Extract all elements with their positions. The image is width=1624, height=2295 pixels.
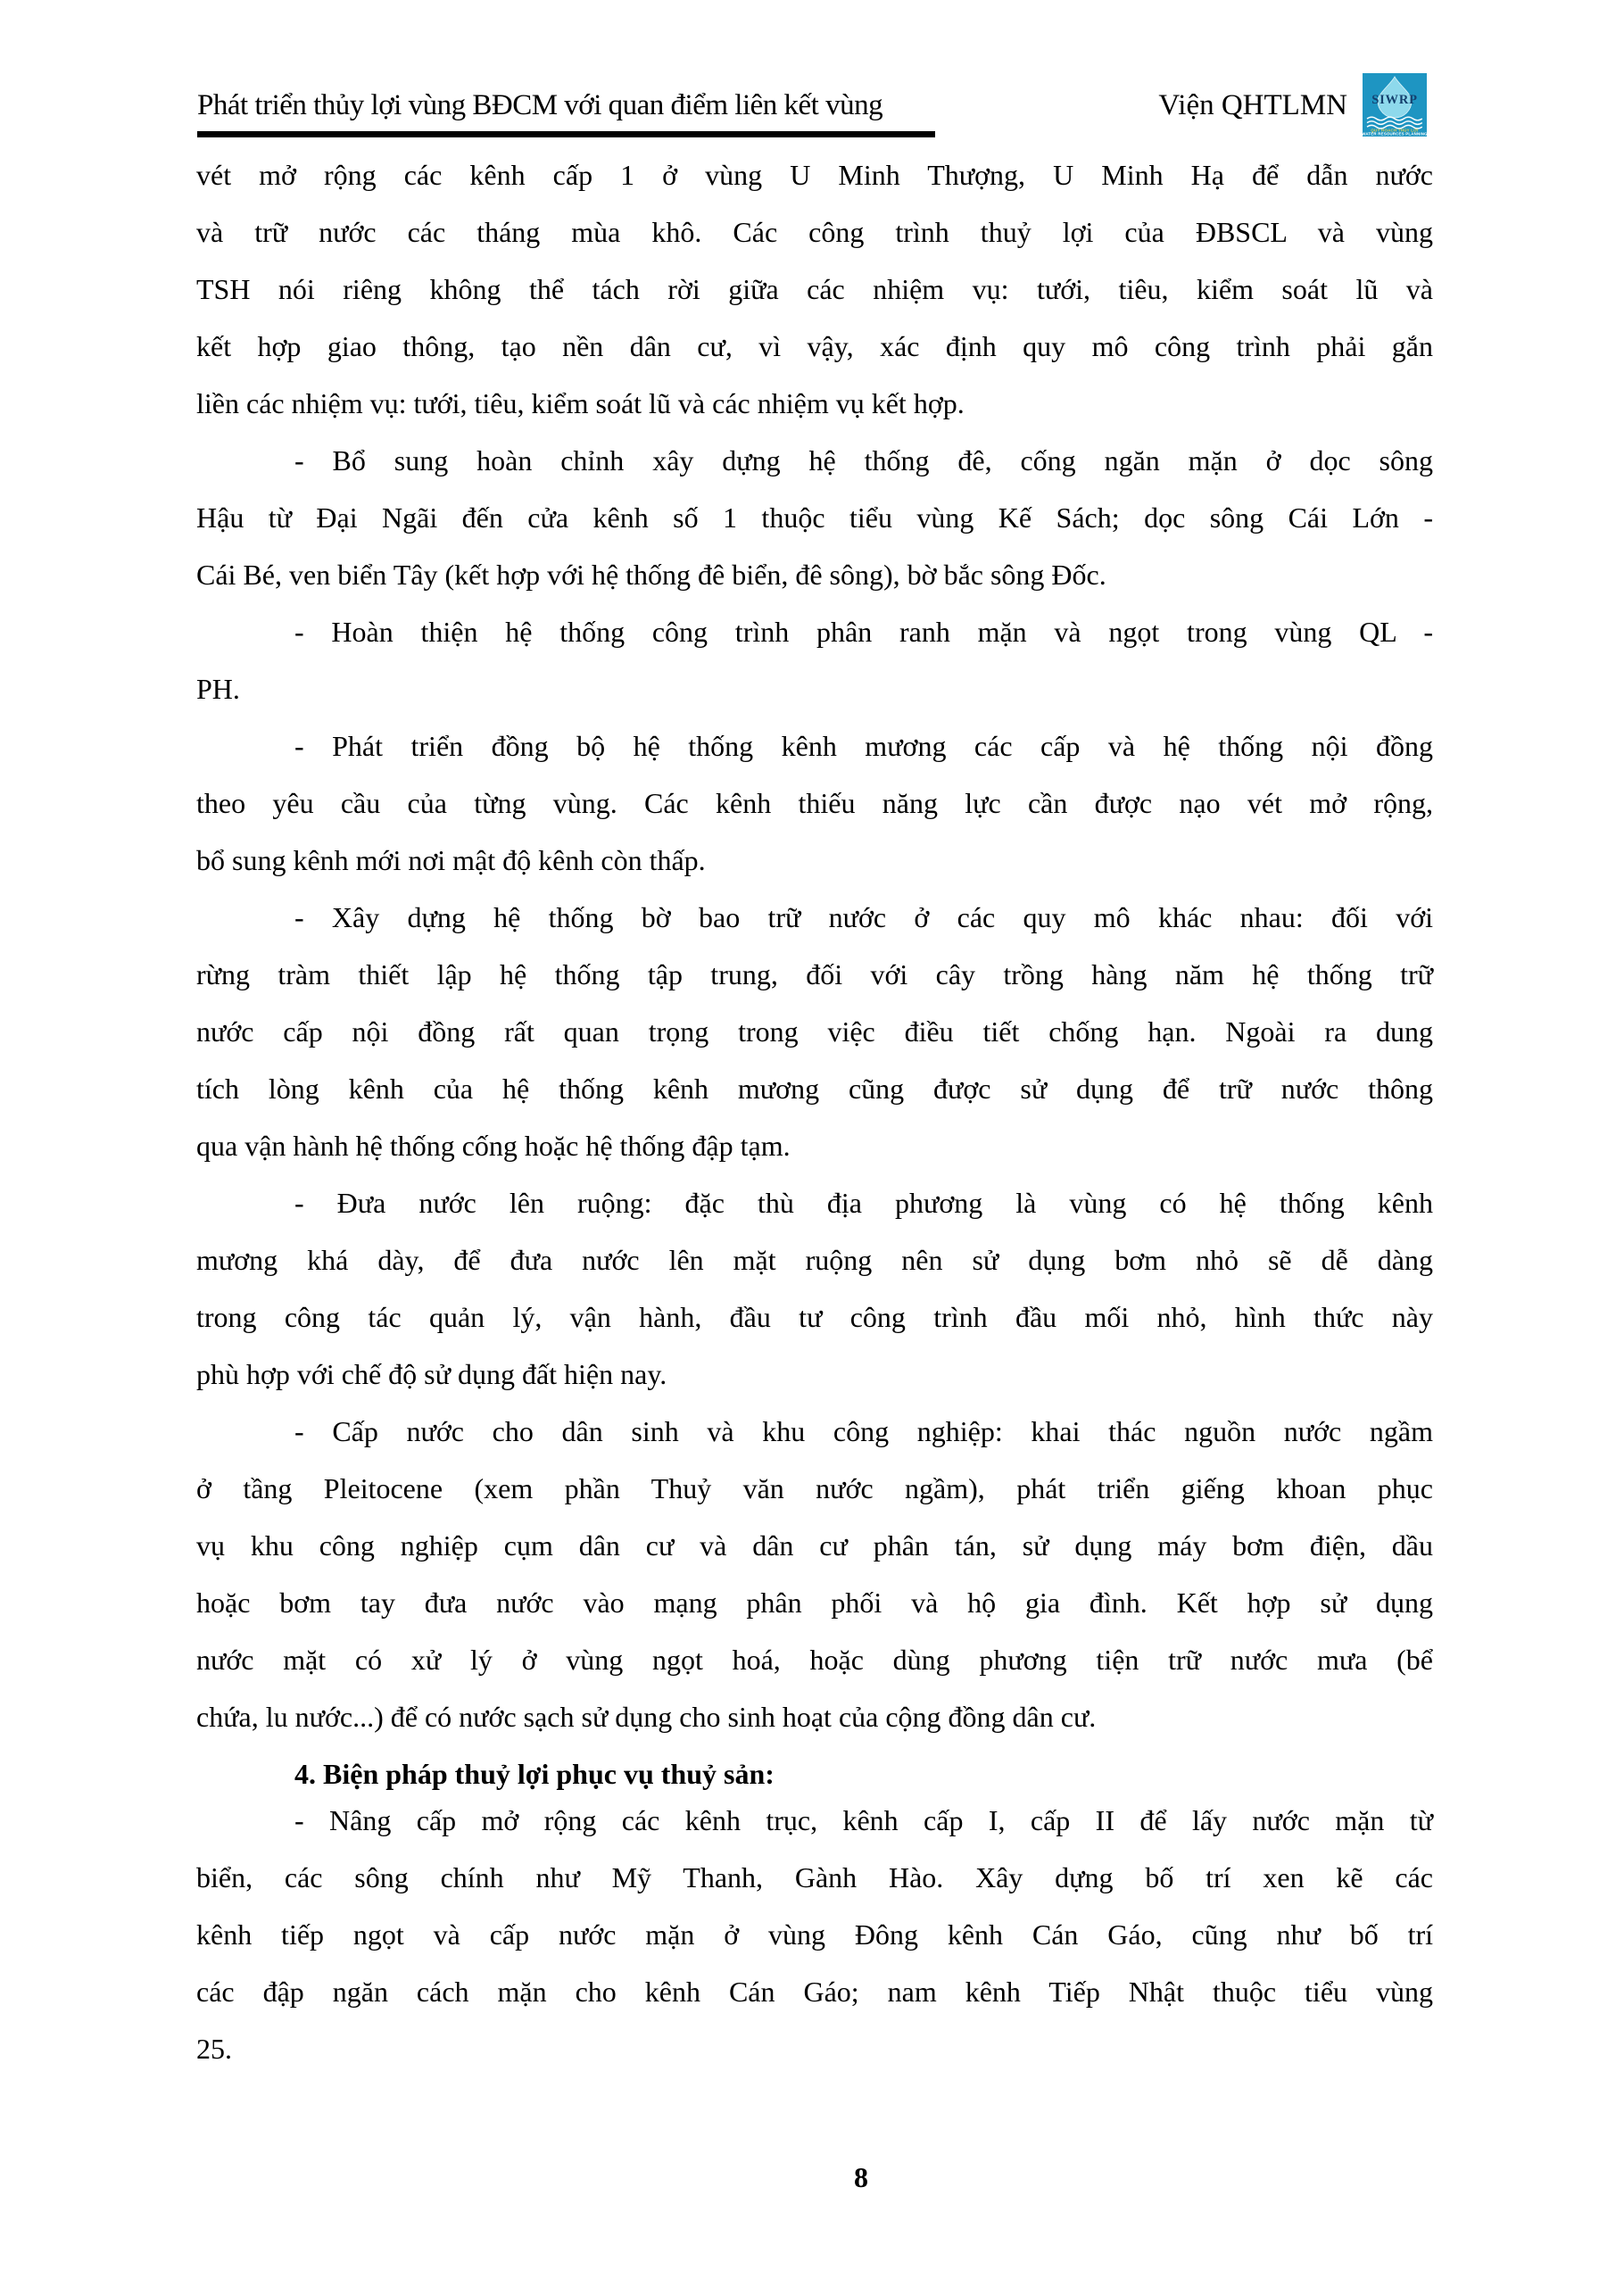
text-line: phù hợp với chế độ sử dụng đất hiện nay. (196, 1358, 667, 1390)
siwrp-logo-icon (1363, 73, 1427, 137)
text-line: trong công tác quản lý, vận hành, đầu tư công trình đầu mối nhỏ, hình thức này (196, 1301, 1433, 1333)
header-title: Phát triển thủy lợi vùng BĐCM với quan điểm liên kết vùng (197, 89, 883, 121)
text-line: và trữ nước các tháng mùa khô. Các công trình thuỷ lợi của ĐBSCL và vùng (196, 216, 1433, 248)
text-line: Hậu từ Đại Ngãi đến cửa kênh số 1 thuộc tiểu vùng Kế Sách; dọc sông Cái Lớn - (196, 501, 1433, 534)
text-line: các đập ngăn cách mặn cho kênh Cán Gáo; nam kênh Tiếp Nhật thuộc tiểu vùng (196, 1976, 1433, 2008)
text-line: mương khá dày, để đưa nước lên mặt ruộng nên sử dụng bơm nhỏ sẽ dễ dàng (196, 1244, 1433, 1276)
logo-caption-en: WATER RESOURCES PLANNING (1363, 131, 1427, 137)
paragraph (196, 889, 1433, 1174)
text-line: - Xây dựng hệ thống bờ bao trữ nước ở các quy mô khác nhau: đối với (294, 901, 1433, 933)
paragraph (196, 1792, 1433, 2077)
text-line: chứa, lu nước...) để có nước sạch sử dụng cho sinh hoạt của cộng đồng dân cư. (196, 1701, 1097, 1733)
paragraph (196, 146, 1433, 432)
text-line: - Đưa nước lên ruộng: đặc thù địa phương là vùng có hệ thống kênh (294, 1187, 1433, 1219)
text-line: kết hợp giao thông, tạo nền dân cư, vì vậy, xác định quy mô công trình phải gắn (196, 330, 1433, 362)
text-line: theo yêu cầu của từng vùng. Các kênh thiếu năng lực cần được nạo vét mở rộng, (196, 787, 1433, 819)
logo-caption-vi: QUY HOẠCH THỦY LỢI (1371, 128, 1419, 133)
text-line: PH. (196, 673, 240, 705)
text-line: - Nâng cấp mở rộng các kênh trục, kênh cấp I, cấp II để lấy nước mặn từ (294, 1804, 1433, 1836)
text-line: vụ khu công nghiệp cụm dân cư và dân cư phân tán, sử dụng máy bơm điện, dầu (196, 1529, 1433, 1562)
text-line: 25. (196, 2033, 232, 2065)
header-org-name: Viện QHTLMN (1158, 89, 1347, 121)
text-line: Cái Bé, ven biển Tây (kết hợp với hệ thống đê biển, đê sông), bờ bắc sông Đốc. (196, 559, 1106, 591)
logo-acronym: SIWRP (1371, 93, 1418, 107)
text-line: biển, các sông chính như Mỹ Thanh, Gành Hào. Xây dựng bố trí xen kẽ các (196, 1861, 1433, 1893)
paragraph (196, 603, 1433, 717)
text-line: - Cấp nước cho dân sinh và khu công nghiệp: khai thác nguồn nước ngầm (294, 1415, 1433, 1447)
paragraph (196, 717, 1433, 889)
text-line: nước cấp nội đồng rất quan trọng trong việc điều tiết chống hạn. Ngoài ra dung (196, 1015, 1433, 1048)
text-line: bổ sung kênh mới nơi mật độ kênh còn thấp. (196, 844, 706, 876)
text-line: - Phát triển đồng bộ hệ thống kênh mương các cấp và hệ thống nội đồng (294, 730, 1433, 762)
text-line: vét mở rộng các kênh cấp 1 ở vùng U Minh Thượng, U Minh Hạ để dẫn nước (196, 159, 1433, 191)
text-line: qua vận hành hệ thống cống hoặc hệ thống đập tạm. (196, 1130, 791, 1162)
text-line: liền các nhiệm vụ: tưới, tiêu, kiểm soát lũ và các nhiệm vụ kết hợp. (196, 387, 965, 419)
page-number: 8 (854, 2161, 868, 2193)
text-line: kênh tiếp ngọt và cấp nước mặn ở vùng Đông kênh Cán Gáo, cũng như bố trí (196, 1918, 1433, 1951)
document-body (196, 146, 1433, 2077)
text-line: - Hoàn thiện hệ thống công trình phân ranh mặn và ngọt trong vùng QL - (294, 616, 1433, 648)
text-line: nước mặt có xử lý ở vùng ngọt hoá, hoặc dùng phương tiện trữ nước mưa (bể (196, 1644, 1433, 1676)
paragraph (196, 1403, 1433, 1745)
text-line: rừng tràm thiết lập hệ thống tập trung, đối với cây trồng hàng năm hệ thống trữ (196, 958, 1433, 990)
text-line: - Bổ sung hoàn chỉnh xây dựng hệ thống đê, cống ngăn mặn ở dọc sông (294, 444, 1433, 476)
text-line: ở tầng Pleitocene (xem phần Thuỷ văn nước ngầm), phát triển giếng khoan phục (196, 1472, 1433, 1504)
text-line: tích lòng kênh của hệ thống kênh mương cũng được sử dụng để trữ nước thông (196, 1073, 1433, 1105)
waves-icon (1367, 117, 1422, 128)
text-line: hoặc bơm tay đưa nước vào mạng phân phối và hộ gia đình. Kết hợp sử dụng (196, 1587, 1433, 1619)
section-heading-line: 4. Biện pháp thuỷ lợi phục vụ thuỷ sản: (294, 1758, 775, 1790)
text-line: TSH nói riêng không thể tách rời giữa các nhiệm vụ: tưới, tiêu, kiểm soát lũ và (196, 273, 1433, 305)
paragraph (196, 432, 1433, 603)
header-rule (197, 131, 935, 137)
paragraph (196, 1174, 1433, 1403)
